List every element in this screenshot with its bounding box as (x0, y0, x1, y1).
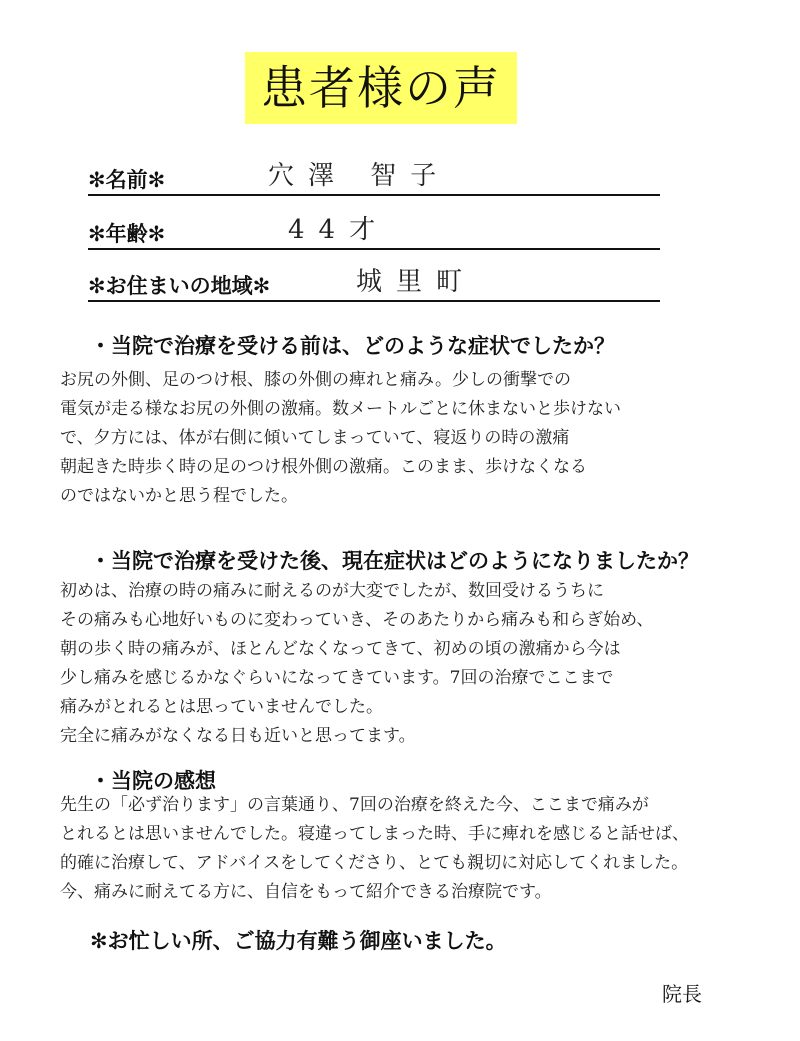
answer-line: とれるとは思いませんでした。寝違ってしまった時、手に痺れを感じると話せば、 (60, 824, 689, 844)
answer-line: 的確に治療して、アドバイスをしてくださり、とても親切に対応してくれました。 (60, 853, 689, 873)
answer-line: 今、痛みに耐えてる方に、自信をもって紹介できる治療院です。 (60, 882, 552, 902)
answer-line: 痛みがとれるとは思っていませんでした。 (60, 697, 383, 717)
age-underline (88, 248, 660, 250)
answer-after (60, 577, 740, 751)
answer-line: のではないかと思う程でした。 (60, 486, 298, 506)
age-label: ✻年齢✻ (88, 222, 166, 246)
name-value: 穴澤 智子 (268, 161, 451, 191)
answer-line: その痛みも心地好いものに変わっていき、そのあたりから痛みも和らぎ始め、 (60, 610, 654, 630)
name-field (88, 160, 660, 196)
answer-impression (60, 791, 740, 907)
name-label: ✻名前✻ (88, 168, 166, 192)
area-label: ✻お住まいの地域✻ (88, 274, 271, 298)
area-underline (88, 300, 660, 302)
question-impression: ・当院の感想 (90, 769, 216, 793)
closing-message: ✻お忙しい所、ご協力有難う御座いました。 (90, 929, 507, 953)
answer-line: お尻の外側、足のつけ根、膝の外側の痺れと痛み。少しの衝撃での (60, 370, 572, 390)
answer-line: 完全に痛みがなくなる日も近いと思ってます。 (60, 726, 416, 746)
page-title: 患者様の声 (245, 52, 517, 124)
answer-line: 朝の歩く時の痛みが、ほとんどなくなってきて、初めの頃の激痛から今は (60, 639, 621, 659)
answer-before (60, 366, 740, 511)
answer-line: で、夕方には、体が右側に傾いてしまっていて、寝返りの時の激痛 (60, 428, 570, 448)
answer-line: 電気が走る様なお尻の外側の激痛。数メートルごとに休まないと歩けない (60, 399, 621, 419)
age-field (88, 214, 660, 250)
age-value: 44才 (288, 215, 390, 245)
area-value: 城里町 (356, 267, 477, 297)
answer-line: 朝起きた時歩く時の足のつけ根外側の激痛。このまま、歩けなくなる (60, 457, 587, 477)
signature: 院長 (662, 982, 702, 1006)
question-after: ・当院で治療を受けた後、現在症状はどのようになりましたか？ (90, 549, 699, 573)
area-field (88, 266, 660, 302)
answer-line: 先生の「必ず治ります」の言葉通り、7回の治療を終えた今、ここまで痛みが (60, 795, 649, 815)
answer-line: 初めは、治療の時の痛みに耐えるのが大変でしたが、数回受けるうちに (60, 581, 604, 601)
question-before: ・当院で治療を受ける前は、どのような症状でしたか？ (90, 334, 615, 358)
name-underline (88, 194, 660, 196)
answer-line: 少し痛みを感じるかなぐらいになってきています。7回の治療でここまで (60, 668, 614, 688)
